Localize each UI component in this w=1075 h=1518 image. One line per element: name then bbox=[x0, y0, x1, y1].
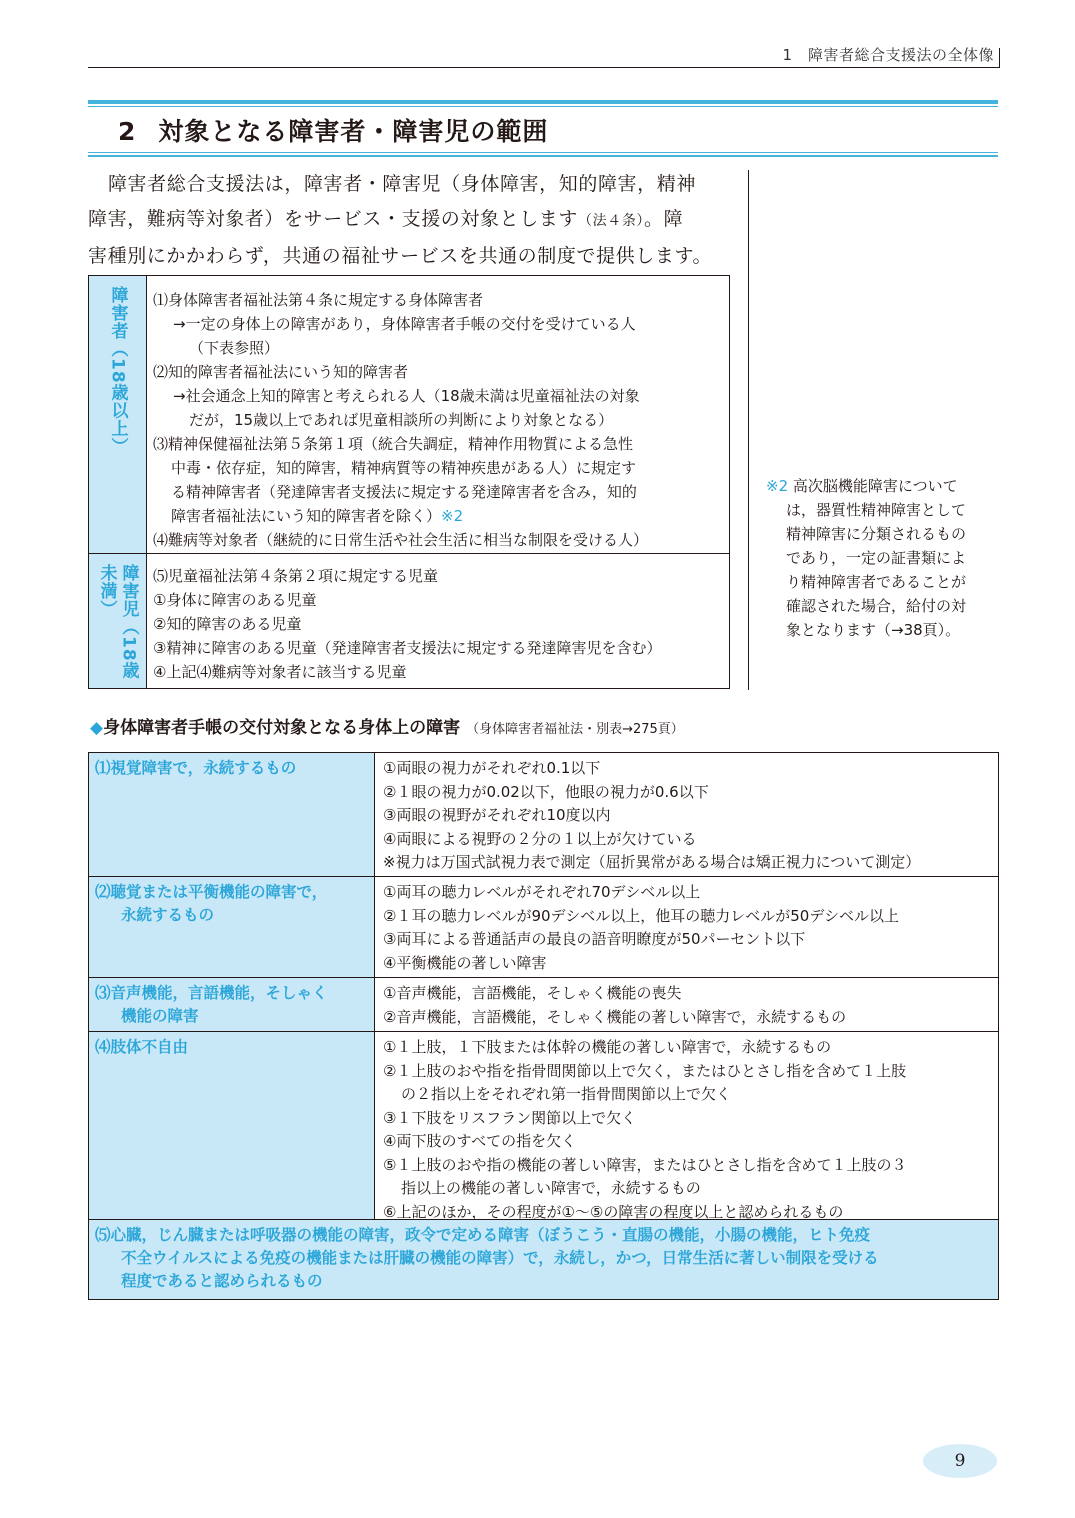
scope-line: ⑷難病等対象者（継続的に日常生活や社会生活に相当な制限を受ける人） bbox=[153, 531, 649, 549]
column-divider bbox=[748, 170, 749, 690]
scope-line: （下表参照） bbox=[189, 339, 280, 357]
criteria-item: ①音声機能，言語機能，そしゃく機能の喪失 bbox=[383, 984, 682, 1002]
scope-line: 中毒・依存症，知的障害，精神病質等の精神疾患がある人）に規定す bbox=[171, 459, 637, 477]
scope-row-adult bbox=[89, 276, 729, 554]
category-text: 不全ウイルスによる免疫の機能または肝臓の機能の障害）で，永続し，かつ，日常生活に著しい制限を受ける bbox=[121, 1249, 879, 1267]
criteria-item: ③両眼の視野がそれぞれ10度以内 bbox=[383, 806, 611, 824]
category-text: 機能の障害 bbox=[121, 1007, 199, 1025]
side-note-first-line: ※2 高次脳機能障害について bbox=[766, 477, 958, 495]
criteria-item: ④平衡機能の著しい障害 bbox=[383, 953, 547, 972]
intro-line: 障害者総合支援法は，障害者・障害児（身体障害，知的障害，精神 bbox=[107, 173, 696, 195]
note-mark: ※2 bbox=[441, 507, 464, 525]
scope-body-child bbox=[147, 554, 729, 688]
table-row bbox=[89, 1220, 998, 1299]
category-text: ⑶音声機能，言語機能，そしゃく bbox=[95, 984, 328, 1002]
table-row bbox=[89, 877, 998, 978]
side-note-line: であり，一定の証書類によ bbox=[786, 549, 967, 567]
scope-label-text: 障害者（18歳以上） bbox=[107, 286, 128, 456]
side-note-line: 象となります（→38頁）。 bbox=[786, 621, 961, 639]
diamond-icon: ◆ bbox=[90, 718, 104, 738]
intro-paragraph bbox=[88, 167, 738, 274]
intro-line: 障害，難病等対象者）をサービス・支援の対象とします（法４条）。障 bbox=[88, 208, 684, 230]
category-text: ⑸心臓，じん臓または呼吸器の機能の障害，政令で定める障害（ぼうこう・直腸の機能，小腸の機能，ヒト免疫 bbox=[95, 1226, 871, 1244]
criteria-item: ③１下肢をリスフラン関節以上で欠く bbox=[383, 1108, 637, 1127]
criteria-item: ①両眼の視力がそれぞれ0.1以下 bbox=[383, 759, 601, 777]
scope-label-child bbox=[89, 554, 147, 688]
sub-heading bbox=[90, 713, 684, 738]
scope-line: 障害者福祉法にいう知的障害者を除く）※2 bbox=[171, 507, 464, 525]
scope-row-child bbox=[89, 554, 729, 688]
running-header bbox=[88, 42, 1000, 68]
criteria-item: ④両下肢のすべての指を欠く bbox=[383, 1132, 577, 1150]
side-note-line: は，器質性精神障害として bbox=[786, 501, 967, 519]
scope-line: ⑵知的障害者福祉法にいう知的障害者 bbox=[153, 363, 409, 381]
criteria-cell bbox=[375, 1032, 998, 1219]
scope-line: ①身体に障害のある児童 bbox=[153, 591, 317, 609]
side-note-lines bbox=[766, 498, 1006, 642]
side-note-line: 確認された場合，給付の対 bbox=[786, 597, 967, 615]
criteria-item: ⑥上記のほか，その程度が①～⑤の障害の程度以上と認められるもの bbox=[383, 1202, 844, 1221]
category-text: ⑵聴覚または平衡機能の障害で， bbox=[95, 883, 328, 901]
scope-line: ③精神に障害のある児童（発達障害者支援法に規定する発達障害児を含む） bbox=[153, 639, 662, 657]
category-cell-full bbox=[89, 1220, 998, 1299]
page-number: 9 bbox=[923, 1444, 997, 1478]
scope-body-adult bbox=[147, 276, 729, 553]
criteria-item: 指以上の機能の著しい障害で，永続するもの bbox=[401, 1179, 701, 1197]
criteria-item: ※視力は万国式試視力表で測定（屈折異常がある場合は矯正視力について測定） bbox=[383, 853, 921, 871]
criteria-cell bbox=[375, 753, 998, 876]
scope-label-text: 障害児（18歳未満） bbox=[96, 564, 139, 680]
scope-line: →社会通念上知的障害と考えられる人（18歳未満は児童福祉法の対象 bbox=[173, 387, 640, 405]
section-title bbox=[118, 112, 548, 148]
category-cell bbox=[89, 1032, 375, 1219]
criteria-item: の２指以上をそれぞれ第一指骨間関節以上で欠く bbox=[401, 1085, 732, 1103]
title-rule-bottom bbox=[88, 152, 998, 157]
scope-line: ④上記⑷難病等対象者に該当する児童 bbox=[153, 663, 407, 681]
scope-line: る精神障害者（発達障害者支援法に規定する発達障害者を含み，知的 bbox=[171, 483, 637, 501]
running-header-text: 1 障害者総合支援法の全体像 bbox=[782, 46, 994, 64]
table-row bbox=[89, 978, 998, 1032]
scope-table bbox=[88, 275, 730, 689]
sub-heading-text: 身体障害者手帳の交付対象となる身体上の障害 bbox=[103, 718, 461, 738]
sub-heading-reference: （身体障害者福祉法・別表→275頁） bbox=[466, 722, 684, 737]
criteria-item: ②音声機能，言語機能，そしゃく機能の著しい障害で，永続するもの bbox=[383, 1007, 847, 1026]
title-rule-top bbox=[88, 100, 998, 107]
category-cell bbox=[89, 753, 375, 876]
note-mark: ※2 bbox=[766, 477, 789, 495]
criteria-item: ①両耳の聴力レベルがそれぞれ70デシベル以上 bbox=[383, 883, 701, 901]
side-note bbox=[766, 474, 1006, 642]
scope-line: ⑶精神保健福祉法第５条第１項（統合失調症，精神作用物質による急性 bbox=[153, 435, 634, 453]
section-title-text: 対象となる障害者・障害児の範囲 bbox=[158, 117, 549, 146]
category-cell bbox=[89, 877, 375, 977]
scope-line: ⑴身体障害者福祉法第４条に規定する身体障害者 bbox=[153, 291, 484, 309]
criteria-item: ④両眼による視野の２分の１以上が欠けている bbox=[383, 829, 697, 848]
category-cell bbox=[89, 978, 375, 1031]
scope-line: ⑸児童福祉法第４条第２項に規定する児童 bbox=[153, 567, 439, 585]
scope-line: →一定の身体上の障害があり，身体障害者手帳の交付を受けている人 bbox=[173, 315, 636, 333]
intro-line: 害種別にかかわらず，共通の福祉サービスを共通の制度で提供します。 bbox=[88, 245, 713, 267]
section-number: 2 bbox=[118, 117, 137, 146]
criteria-item: ②１上肢のおや指を指骨間関節以上で欠く，またはひとさし指を含めて１上肢 bbox=[383, 1061, 907, 1080]
category-text: ⑴視覚障害で，永続するもの bbox=[95, 759, 297, 777]
criteria-item: ③両耳による普通話声の最良の語音明瞭度が50パーセント以下 bbox=[383, 930, 806, 948]
running-header-bracket bbox=[996, 48, 1000, 68]
criteria-item: ①１上肢，１下肢または体幹の機能の著しい障害で，永続するもの bbox=[383, 1038, 832, 1056]
criteria-item: ②１眼の視力が0.02以下，他眼の視力が0.6以下 bbox=[383, 782, 709, 801]
criteria-cell bbox=[375, 978, 998, 1031]
side-note-line: り精神障害者であることが bbox=[786, 573, 967, 591]
criteria-cell bbox=[375, 877, 998, 977]
criteria-item: ②１耳の聴力レベルが90デシベル以上，他耳の聴力レベルが50デシベル以上 bbox=[383, 906, 900, 925]
criteria-item: ⑤１上肢のおや指の機能の著しい障害，またはひとさし指を含めて１上肢の３ bbox=[383, 1155, 907, 1174]
side-note-line: 精神障害に分類されるもの bbox=[786, 525, 967, 543]
scope-label-adult bbox=[89, 276, 147, 553]
disability-table bbox=[88, 752, 999, 1300]
scope-line: ②知的障害のある児童 bbox=[153, 615, 302, 633]
table-row bbox=[89, 1032, 998, 1220]
scope-line: だが，15歳以上であれば児童相談所の判断により対象となる） bbox=[189, 411, 614, 429]
table-row bbox=[89, 753, 998, 877]
law-reference: （法４条） bbox=[578, 213, 645, 229]
category-text: 永続するもの bbox=[121, 906, 215, 924]
category-text: 程度であると認められるもの bbox=[121, 1272, 323, 1290]
category-text: ⑷肢体不自由 bbox=[95, 1038, 189, 1056]
